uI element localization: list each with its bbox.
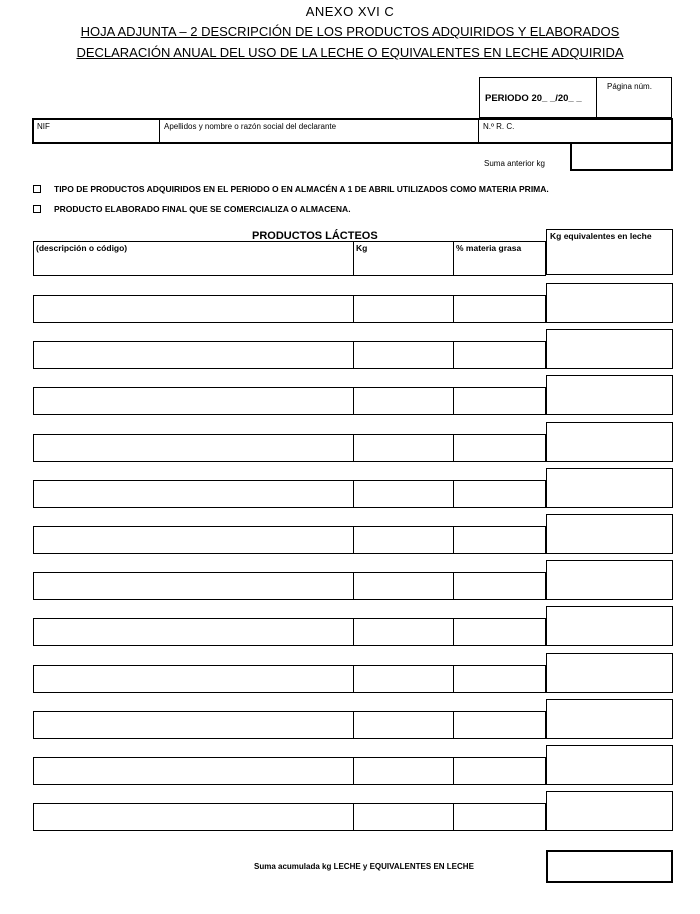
row-equivalentes-field[interactable] <box>546 699 673 739</box>
row-descripcion-field[interactable] <box>33 803 354 831</box>
pagina-label: Página núm. <box>607 82 652 91</box>
header-equivalentes <box>546 229 673 275</box>
row-descripcion-field[interactable] <box>33 387 354 415</box>
row-grasa-field[interactable] <box>453 572 546 600</box>
row-equivalentes-field[interactable] <box>546 791 673 831</box>
productos-lacteos-title: PRODUCTOS LÁCTEOS <box>252 230 378 242</box>
row-equivalentes-field[interactable] <box>546 375 673 415</box>
row-descripcion-field[interactable] <box>33 572 354 600</box>
row-kg-field[interactable] <box>353 757 454 785</box>
row-equivalentes-field[interactable] <box>546 606 673 646</box>
row-grasa-field[interactable] <box>453 387 546 415</box>
row-descripcion-field[interactable] <box>33 295 354 323</box>
row-equivalentes-field[interactable] <box>546 283 673 323</box>
nrc-field[interactable] <box>479 119 672 143</box>
row-equivalentes-field[interactable] <box>546 329 673 369</box>
header-descripcion <box>33 241 354 276</box>
row-grasa-field[interactable] <box>453 341 546 369</box>
header-grasa <box>453 241 546 276</box>
nif-label: NIF <box>37 122 50 131</box>
header-descripcion-label: (descripción o código) <box>36 243 128 253</box>
row-equivalentes-field[interactable] <box>546 560 673 600</box>
nif-field[interactable] <box>33 119 160 143</box>
row-kg-field[interactable] <box>353 480 454 508</box>
periodo-box[interactable] <box>479 77 597 118</box>
form-title-line2: DECLARACIÓN ANUAL DEL USO DE LA LECHE O EQUIVALENTES EN LECHE ADQUIRIDA <box>76 45 624 60</box>
row-grasa-field[interactable] <box>453 711 546 739</box>
row-kg-field[interactable] <box>353 295 454 323</box>
header-equivalentes-label: Kg equivalentes en leche <box>550 231 652 241</box>
row-descripcion-field[interactable] <box>33 757 354 785</box>
row-kg-field[interactable] <box>353 434 454 462</box>
row-kg-field[interactable] <box>353 618 454 646</box>
row-descripcion-field[interactable] <box>33 480 354 508</box>
option-materia-prima-label: TIPO DE PRODUCTOS ADQUIRIDOS EN EL PERIODO O EN ALMACÉN A 1 DE ABRIL UTILIZADOS COMO MATERIA PRIMA. <box>54 184 549 194</box>
periodo-label: PERIODO 20_ _/20_ _ <box>485 93 582 104</box>
pagina-box[interactable] <box>596 77 672 118</box>
option-producto-elaborado-label: PRODUCTO ELABORADO FINAL QUE SE COMERCIALIZA O ALMACENA. <box>54 204 351 214</box>
row-grasa-field[interactable] <box>453 295 546 323</box>
row-equivalentes-field[interactable] <box>546 422 673 462</box>
option-producto-elaborado-checkbox[interactable] <box>33 205 41 213</box>
row-kg-field[interactable] <box>353 803 454 831</box>
suma-anterior-field[interactable] <box>570 142 673 171</box>
suma-anterior-label: Suma anterior kg <box>484 159 545 168</box>
row-kg-field[interactable] <box>353 711 454 739</box>
header-kg <box>353 241 454 276</box>
suma-acumulada-label: Suma acumulada kg LECHE y EQUIVALENTES EN LECHE <box>254 862 474 871</box>
form-title-line1: HOJA ADJUNTA – 2 DESCRIPCIÓN DE LOS PRODUCTOS ADQUIRIDOS Y ELABORADOS <box>80 24 620 39</box>
row-kg-field[interactable] <box>353 526 454 554</box>
row-descripcion-field[interactable] <box>33 341 354 369</box>
row-descripcion-field[interactable] <box>33 434 354 462</box>
row-kg-field[interactable] <box>353 387 454 415</box>
annex-title: ANEXO XVI C <box>305 4 395 19</box>
row-grasa-field[interactable] <box>453 665 546 693</box>
row-equivalentes-field[interactable] <box>546 745 673 785</box>
nombre-field[interactable] <box>160 119 479 143</box>
header-grasa-label: % materia grasa <box>456 243 522 253</box>
row-equivalentes-field[interactable] <box>546 514 673 554</box>
row-grasa-field[interactable] <box>453 757 546 785</box>
row-equivalentes-field[interactable] <box>546 653 673 693</box>
nombre-label: Apellidos y nombre o razón social del declarante <box>164 122 337 131</box>
suma-acumulada-field[interactable] <box>546 850 673 883</box>
row-descripcion-field[interactable] <box>33 526 354 554</box>
row-grasa-field[interactable] <box>453 434 546 462</box>
row-kg-field[interactable] <box>353 341 454 369</box>
row-descripcion-field[interactable] <box>33 665 354 693</box>
row-descripcion-field[interactable] <box>33 618 354 646</box>
row-grasa-field[interactable] <box>453 803 546 831</box>
row-equivalentes-field[interactable] <box>546 468 673 508</box>
row-descripcion-field[interactable] <box>33 711 354 739</box>
option-materia-prima-checkbox[interactable] <box>33 185 41 193</box>
row-kg-field[interactable] <box>353 665 454 693</box>
header-kg-label: Kg <box>356 243 368 253</box>
row-kg-field[interactable] <box>353 572 454 600</box>
row-grasa-field[interactable] <box>453 480 546 508</box>
row-grasa-field[interactable] <box>453 526 546 554</box>
row-grasa-field[interactable] <box>453 618 546 646</box>
nrc-label: N.º R. C. <box>483 122 515 131</box>
